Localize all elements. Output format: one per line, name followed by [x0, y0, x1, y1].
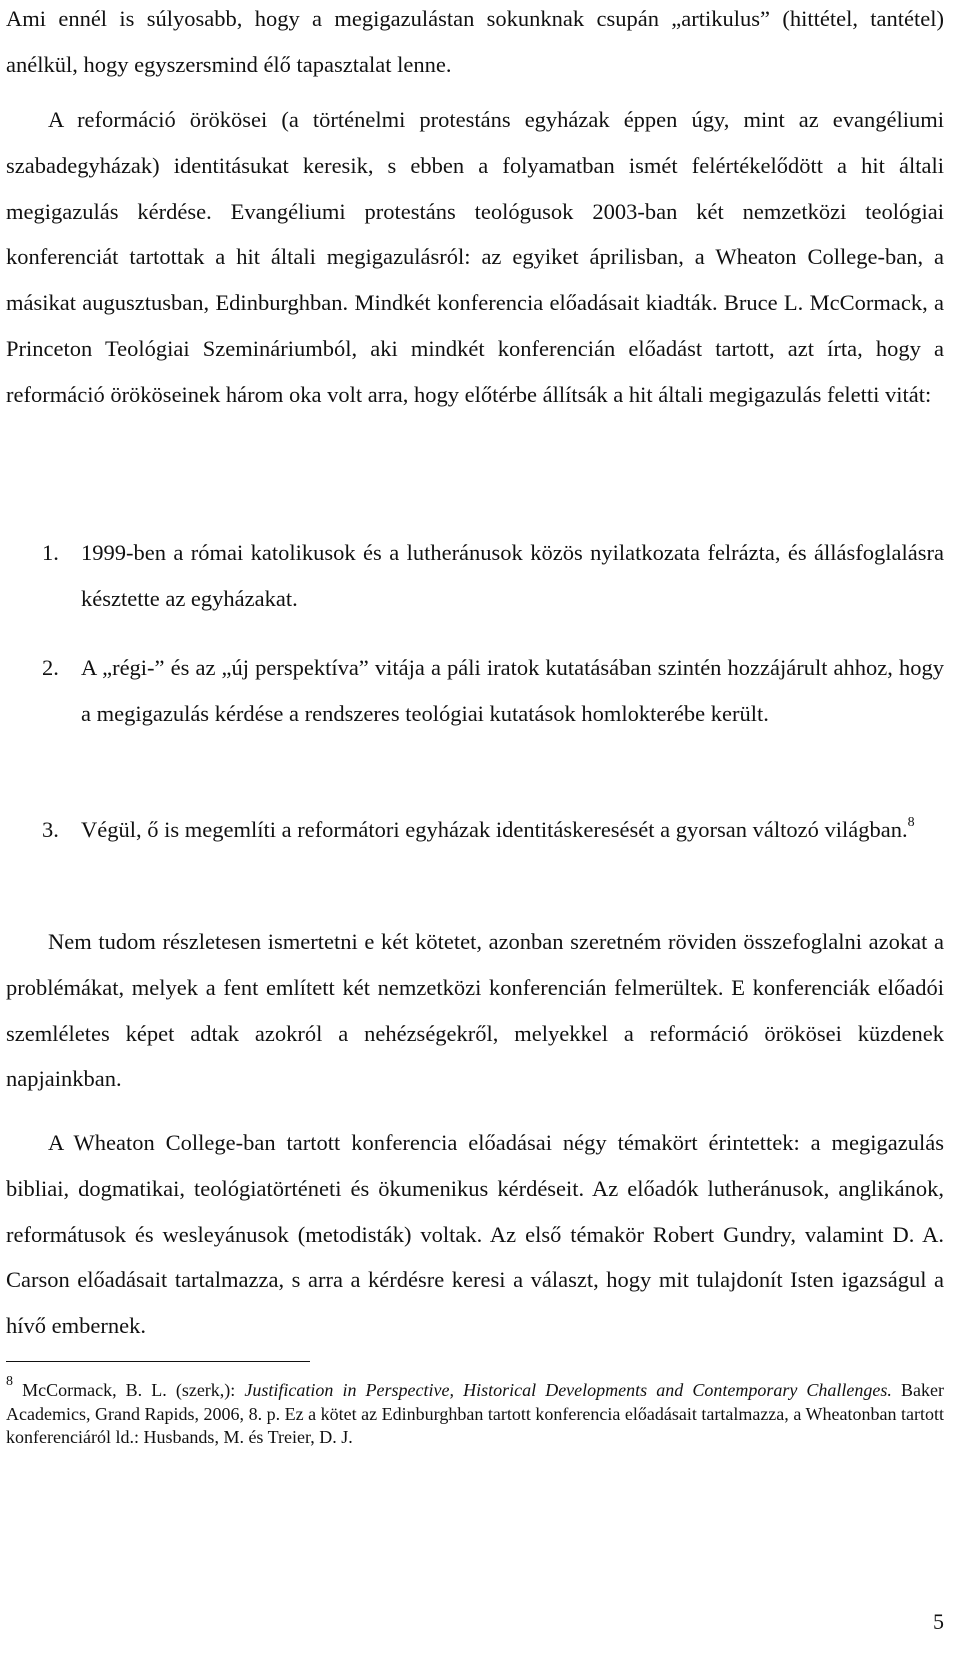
list-text: A „régi-” és az „új perspektíva” vitája a páli iratok kutatásában szintén hozzájárult ahhoz, hogy a megigazulás kérdése a rendszeres teológiai kutatások homlokterébe került.: [81, 655, 944, 726]
list-text: [81, 807, 944, 853]
footnote-reference[interactable]: 8: [907, 815, 915, 830]
list-number: 2.: [42, 655, 59, 680]
footnote-separator: [6, 1361, 310, 1362]
list-item-3: [42, 807, 944, 853]
footnote-marker: 8: [6, 1374, 13, 1389]
list-text-body: Végül, ő is megemlíti a reformátori egyházak identitáskeresését a gyorsan változó világban.: [81, 817, 908, 842]
page-number: 5: [933, 1609, 944, 1634]
list-item-1: [42, 530, 944, 622]
footnote: [6, 1374, 944, 1450]
list-number: 1.: [42, 540, 59, 565]
paragraph-wheaton: A Wheaton College-ban tartott konferencia előadásai négy témakört érintettek: a megigazulás bibliai, dogmatikai, teológiatörténeti és ökumenikus kérdéseit. Az előadók lutheránusok, anglikánok, reformátusok és wesleyánusok (metodisták) voltak. Az első témakör Robert Gundry, valamint D. A. Carson előadásait tartalmazza, s arra a kérdésre keresi a választ, hogy mit tulajdonít Isten igazságul a hívő embernek.: [6, 1130, 944, 1339]
list-item-2: [42, 645, 944, 737]
footnote-before: McCormack, B. L. (szerk,):: [13, 1380, 245, 1400]
list-text: 1999-ben a római katolikusok és a lutheránusok közös nyilatkozata felrázta, és állásfoglalásra késztette az egyházakat.: [81, 540, 944, 611]
paragraph-intro: Ami ennél is súlyosabb, hogy a megigazulástan sokunknak csupán „artikulus” (hittétel, tantétel) anélkül, hogy egyszersmind élő tapasztalat lenne.: [6, 6, 944, 77]
list-number: 3.: [42, 817, 59, 842]
footnote-title: Justification in Perspective, Historical Developments and Contemporary Challenges.: [244, 1380, 892, 1400]
paragraph-summary: Nem tudom részletesen ismertetni e két kötetet, azonban szeretném röviden összefoglalni azokat a problémákat, melyek a fent említett két nemzetközi konferencián felmerültek. E konferenciák előadói szemléletes képet adtak azokról a nehézségekről, melyekkel a reformáció örökösei küzdenek napjainkban.: [6, 929, 944, 1092]
paragraph-reformation: A reformáció örökösei (a történelmi protestáns egyházak éppen úgy, mint az evangéliumi szabadegyházak) identitásukat keresik, s ebben a folyamatban ismét felértékelődött a hit általi megigazulás kérdése. Evangéliumi protestáns teológusok 2003-ban két nemzetközi teológiai konferenciát tartottak a hit általi megigazulásról: az egyiket áprilisban, a Wheaton College-ban, a másikat augusztusban, Edinburghban. Mindkét konferencia előadásait kiadták. Bruce L. McCormack, a Princeton Teológiai Szemináriumból, aki mindkét konferencián előadást tartott, azt írta, hogy a reformáció örököseinek három oka volt arra, hogy előtérbe állítsák a hit általi megigazulás feletti vitát:: [6, 107, 944, 407]
footnote-after: Baker Academics, Grand Rapids, 2006, 8. p. Ez a kötet az Edinburghban tartott konferencia előadásait tartalmazza, a Wheatonban tartott konferenciáról ld.: Husbands, M. és Treier, D. J.: [6, 1380, 944, 1447]
